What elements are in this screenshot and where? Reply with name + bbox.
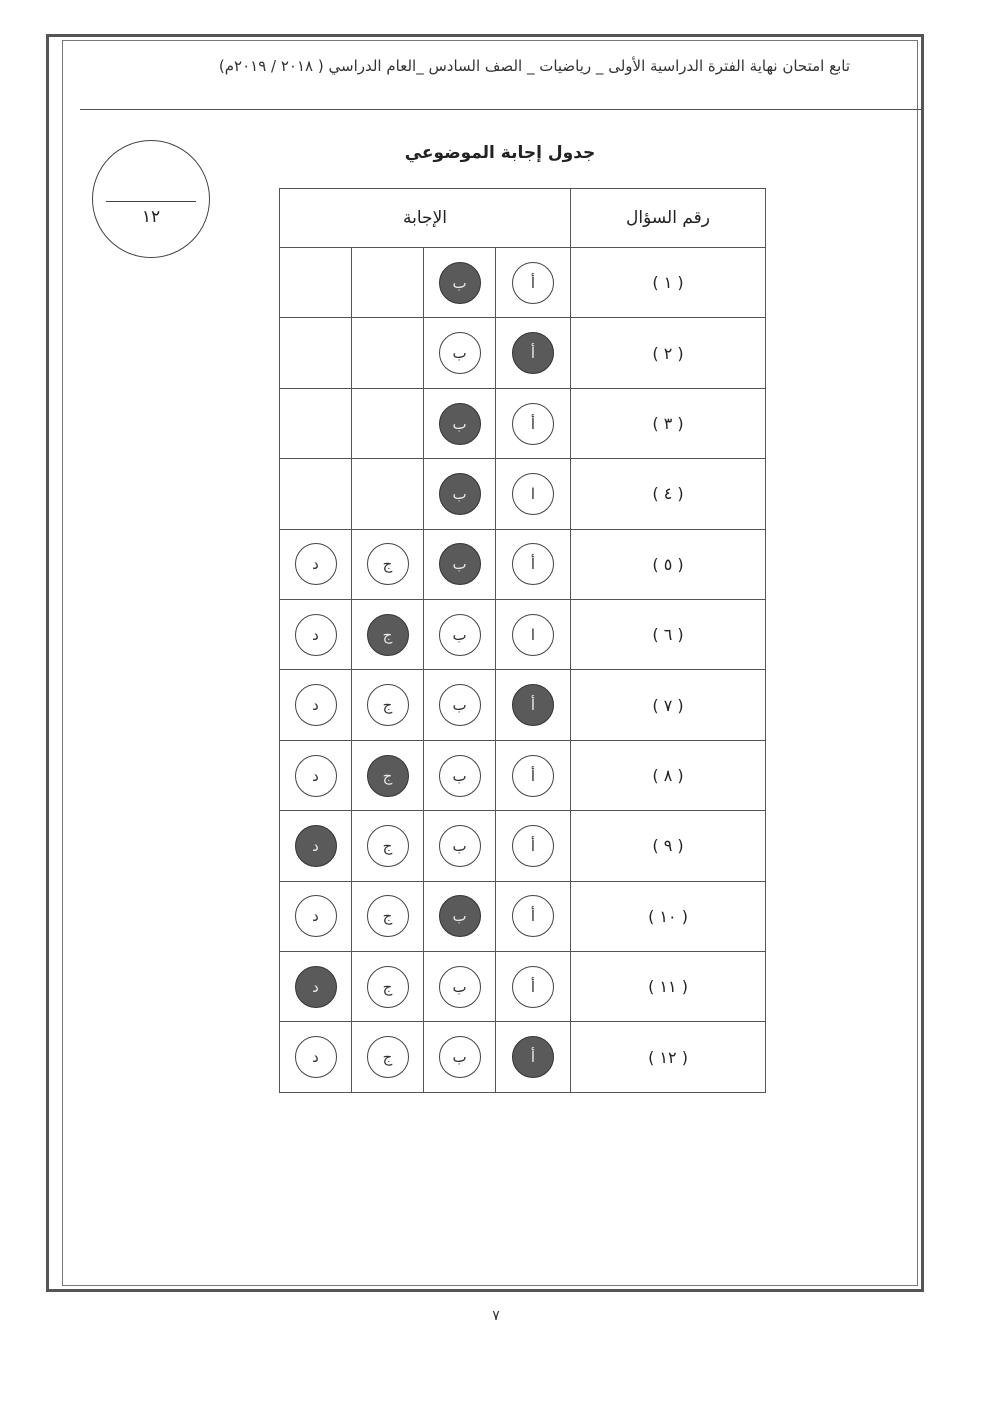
table-row (280, 1022, 766, 1093)
answer-bubble[interactable]: ب (439, 966, 481, 1008)
table-row (280, 248, 766, 318)
answer-bubble[interactable]: ب (439, 1036, 481, 1078)
answer-bubble[interactable]: د (295, 614, 337, 656)
table-row (280, 881, 766, 951)
table-row (280, 600, 766, 670)
answer-bubble[interactable]: أ (512, 403, 554, 445)
table-row (280, 740, 766, 810)
exam-header: تابع امتحان نهاية الفترة الدراسية الأولى _ رياضيات _ الصف السادس _العام الدراسي ( ٢٠١٨ / ٢٠١٩م) (218, 57, 850, 75)
table-row (280, 670, 766, 740)
page-number: ٧ (492, 1308, 500, 1324)
option-cell (352, 600, 424, 670)
answer-bubble-selected[interactable]: ج (367, 614, 409, 656)
question-number: ( ٦ ) (571, 600, 766, 670)
option-cell (280, 881, 352, 951)
question-column-header: رقم السؤال (571, 189, 766, 248)
answer-bubble[interactable]: ج (367, 825, 409, 867)
option-cell (352, 881, 424, 951)
option-cell (496, 1022, 571, 1093)
answer-bubble[interactable]: ج (367, 1036, 409, 1078)
table-row (280, 388, 766, 458)
table-header-row (280, 189, 766, 248)
option-cell (352, 459, 424, 529)
question-number: ( ٢ ) (571, 318, 766, 388)
option-cell (496, 388, 571, 458)
option-cell (352, 248, 424, 318)
option-cell (424, 952, 496, 1022)
answer-bubble[interactable]: أ (512, 895, 554, 937)
answer-bubble[interactable]: ب (439, 825, 481, 867)
option-cell (280, 459, 352, 529)
answer-bubble-selected[interactable]: ب (439, 262, 481, 304)
option-cell (352, 811, 424, 881)
question-number: ( ٣ ) (571, 388, 766, 458)
option-cell (424, 388, 496, 458)
question-number: ( ٩ ) (571, 811, 766, 881)
answer-bubble[interactable]: ج (367, 895, 409, 937)
answer-bubble[interactable]: أ (512, 966, 554, 1008)
option-cell (424, 881, 496, 951)
answer-bubble-selected[interactable]: ب (439, 403, 481, 445)
answer-bubble-selected[interactable]: ب (439, 895, 481, 937)
question-number: ( ٤ ) (571, 459, 766, 529)
answer-bubble-selected[interactable]: أ (512, 684, 554, 726)
table-row (280, 952, 766, 1022)
option-cell (496, 811, 571, 881)
option-cell (280, 811, 352, 881)
answer-bubble[interactable]: ا (512, 614, 554, 656)
option-cell (280, 248, 352, 318)
answer-bubble[interactable]: د (295, 684, 337, 726)
answer-bubble[interactable]: د (295, 1036, 337, 1078)
answer-bubble[interactable]: ج (367, 684, 409, 726)
table-row (280, 318, 766, 388)
answer-bubble[interactable]: أ (512, 262, 554, 304)
answer-bubble[interactable]: ب (439, 614, 481, 656)
option-cell (280, 740, 352, 810)
option-cell (352, 740, 424, 810)
table-row (280, 459, 766, 529)
answer-table (279, 188, 766, 1093)
option-cell (424, 529, 496, 599)
answer-bubble[interactable]: أ (512, 543, 554, 585)
answer-bubble[interactable]: ج (367, 966, 409, 1008)
option-cell (424, 248, 496, 318)
score-divider (106, 201, 196, 202)
option-cell (496, 881, 571, 951)
answer-bubble-selected[interactable]: د (295, 825, 337, 867)
option-cell (352, 952, 424, 1022)
option-cell (280, 388, 352, 458)
score-value: ١٢ (141, 207, 161, 227)
option-cell (280, 1022, 352, 1093)
option-cell (352, 318, 424, 388)
table-row (280, 529, 766, 599)
option-cell (352, 1022, 424, 1093)
option-cell (496, 529, 571, 599)
answer-bubble[interactable]: د (295, 895, 337, 937)
answer-bubble[interactable]: ا (512, 473, 554, 515)
option-cell (424, 740, 496, 810)
option-cell (424, 318, 496, 388)
answer-bubble[interactable]: ج (367, 543, 409, 585)
option-cell (352, 670, 424, 740)
answer-bubble[interactable]: ب (439, 332, 481, 374)
option-cell (280, 529, 352, 599)
option-cell (280, 952, 352, 1022)
answer-bubble-selected[interactable]: أ (512, 1036, 554, 1078)
question-number: ( ١٢ ) (571, 1022, 766, 1093)
table-title: جدول إجابة الموضوعي (404, 143, 596, 163)
question-number: ( ١١ ) (571, 952, 766, 1022)
option-cell (496, 952, 571, 1022)
answer-bubble[interactable]: أ (512, 825, 554, 867)
score-circle (92, 140, 210, 258)
table-row (280, 811, 766, 881)
option-cell (496, 318, 571, 388)
option-cell (424, 1022, 496, 1093)
option-cell (496, 670, 571, 740)
option-cell (496, 740, 571, 810)
header-divider (80, 109, 923, 110)
option-cell (280, 318, 352, 388)
answer-bubble[interactable]: ب (439, 684, 481, 726)
answer-bubble[interactable]: أ (512, 755, 554, 797)
option-cell (280, 600, 352, 670)
option-cell (496, 600, 571, 670)
answer-bubble-selected[interactable]: أ (512, 332, 554, 374)
answer-bubble[interactable]: د (295, 755, 337, 797)
answer-bubble[interactable]: ب (439, 755, 481, 797)
question-number: ( ٧ ) (571, 670, 766, 740)
question-number: ( ٨ ) (571, 740, 766, 810)
option-cell (496, 248, 571, 318)
option-cell (424, 811, 496, 881)
option-cell (352, 388, 424, 458)
answer-bubble-selected[interactable]: ب (439, 543, 481, 585)
question-number: ( ١ ) (571, 248, 766, 318)
question-number: ( ٥ ) (571, 529, 766, 599)
option-cell (280, 670, 352, 740)
answer-bubble-selected[interactable]: ب (439, 473, 481, 515)
option-cell (424, 670, 496, 740)
option-cell (496, 459, 571, 529)
answer-bubble-selected[interactable]: ج (367, 755, 409, 797)
answer-bubble-selected[interactable]: د (295, 966, 337, 1008)
answer-bubble[interactable]: د (295, 543, 337, 585)
question-number: ( ١٠ ) (571, 881, 766, 951)
answer-column-header: الإجابة (280, 189, 571, 248)
option-cell (424, 459, 496, 529)
option-cell (352, 529, 424, 599)
option-cell (424, 600, 496, 670)
